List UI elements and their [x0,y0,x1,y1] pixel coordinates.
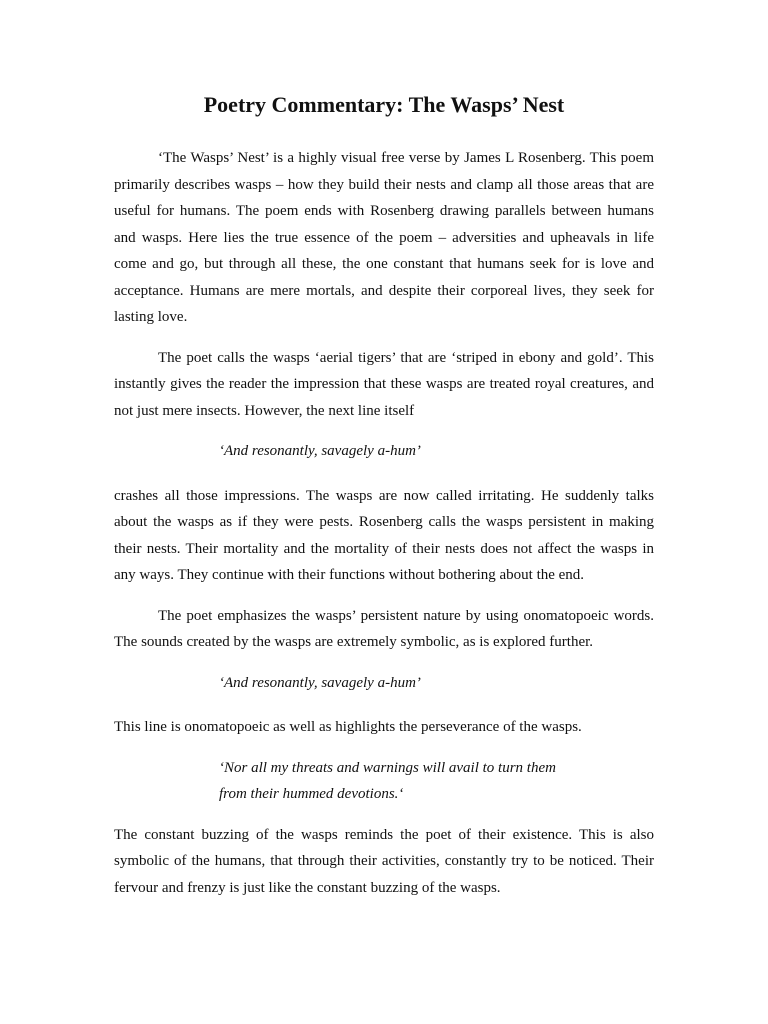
paragraph-buzzing: The constant buzzing of the wasps reminds the poet of their existence. This is also symbolic of the humans, that through their activities, constantly try to be noticed. Their fervour and frenzy is just like the constant buzzing of the wasps. [114,826,654,896]
paragraph-impressions: crashes all those impressions. The wasps are now called irritating. He suddenly talks about the wasps as if they were pests. Rosenberg calls the wasps persistent in making their nests. Their mortality and the mortality of their nests does not affect the wasps in any ways. They continue with their functions without bothering about the end. [114,487,654,584]
document-title: Poetry Commentary: The Wasps’ Nest [203,92,565,117]
quote-resonantly-1: ‘And resonantly, savagely a-hum’ [219,443,421,460]
quote-resonantly-2: ‘And resonantly, savagely a-hum’ [219,674,421,691]
quote-line-1: ‘Nor all my threats and warnings will avail to turn them [219,759,556,776]
paragraph-aerial-tigers: The poet calls the wasps ‘aerial tigers’ that are ‘striped in ebony and gold’. This instantly gives the reader the impression that these wasps are treated royal creatures, and not just mere insects. However, the next line itself [114,349,654,419]
quote-line-2: from their hummed devotions.‘ [219,786,404,803]
quote-threats-warnings [114,755,654,808]
paragraph-perseverance: This line is onomatopoeic as well as highlights the perseverance of the wasps. [114,719,582,736]
paragraph-intro: ‘The Wasps’ Nest’ is a highly visual free verse by James L Rosenberg. This poem primarily describes wasps – how they build their nests and clamp all those areas that are useful for humans. The poem ends with Rosenberg drawing parallels between humans and wasps. Here lies the true essence of the poem – adversities and upheavals in life come and go, but through all these, the one constant that humans seek for is love and acceptance. Humans are mere mortals, and despite their corporeal lives, they seek for lasting love. [114,150,654,326]
paragraph-onomatopoeic: The poet emphasizes the wasps’ persistent nature by using onomatopoeic words. The sounds created by the wasps are extremely symbolic, as is explored further. [114,607,654,651]
